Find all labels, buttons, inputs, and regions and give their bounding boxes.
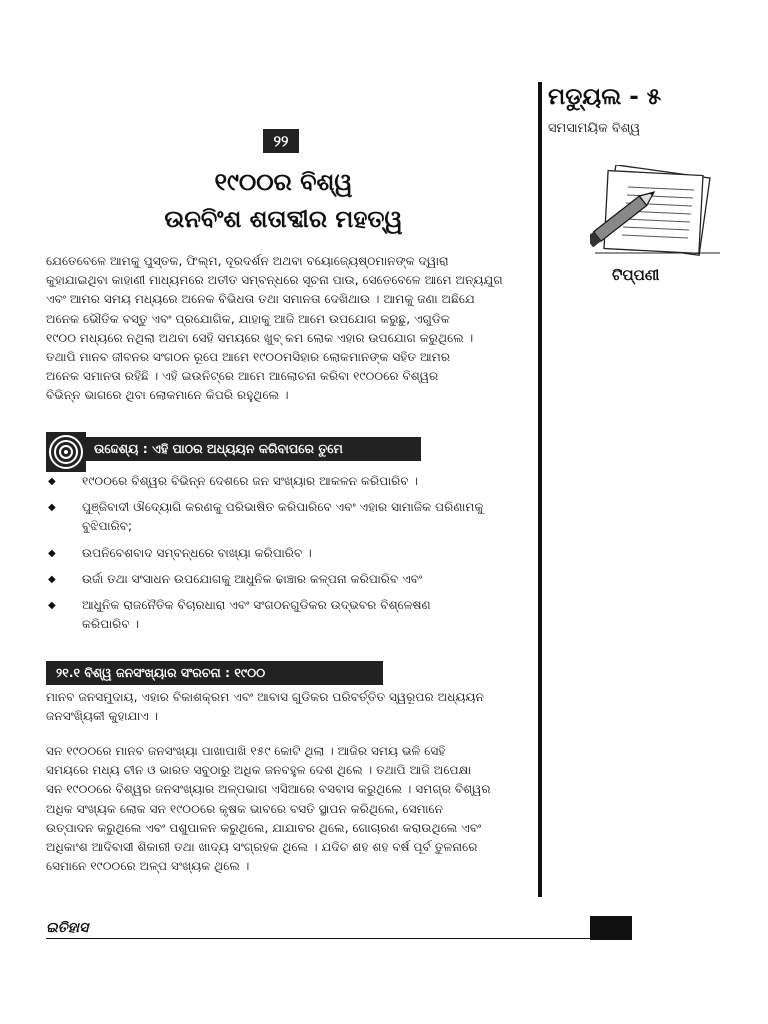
bullet-diamond-icon: ◆ — [48, 476, 56, 487]
text-line: ମାନବ ଜନସମୁଦାୟ, ଏହାର ବିକାଶକ୍ରମ ଏବଂ ଆବାସ ଗୁଡିକର ପରିବର୍ତ୍ତିତ ସ୍ୱରୂପର ଅଧ୍ୟୟନ — [46, 690, 484, 704]
page-number-box — [590, 916, 632, 940]
text-line: ପୁଞ୍ଜିବାଦୀ ଔଦ୍ୟୋଗି କରଣକୁ ପରିଭାଷିତ କରିପାରିବେ ଏବଂ ଏହାର ସାମାଜିକ ପରିଣାମକୁ — [82, 500, 484, 515]
section-paragraph-1 — [46, 688, 524, 726]
list-item — [46, 596, 524, 634]
bullet-diamond-icon: ◆ — [48, 547, 56, 559]
section-heading: ୨୧.୧ ବିଶ୍ୱ ଜନସଂଖ୍ୟାର ସଂରଚନା : ୧୯୦୦ — [46, 661, 383, 685]
text-line: ଉର୍ଜା ତଥା ସଂସାଧନ ଉପଯୋଗକୁ ଆଧୁନିକ ଢାଞ୍ଚାର କଳ୍ପନା କରିପାରିବ ଏବଂ — [82, 571, 423, 586]
text-line: ଅନେକ ସମାନତା ରହିଛି । ଏହି ଇଉନିଟ୍‌ରେ ଆମେ ଆଲୋଚନା କରିବା ୧୯୦୦ରେ ବିଶ୍ୱର — [46, 369, 439, 384]
text-line: ତଥାପି ମାନବ ଜୀବନର ସଂଗଠନ ରୂପେ ଆମେ ୧୯୦୦ମସିହାର ଲୋକମାନଙ୍କ ସହିତ ଆମର — [46, 350, 451, 365]
chapter-subtitle: ଉନବିଂଶ ଶତାବ୍ଦୀର ମହତ୍ୱ — [164, 205, 403, 233]
text-line: ବିଭିନ୍ନ ଭାଗରେ ଥିବା ଲୋକମାନେ କିପରି ରହୁଥିଲେ । — [46, 388, 289, 403]
list-item — [46, 472, 524, 491]
chapter-number: ୨୨ — [263, 129, 299, 153]
text-line: ସେମାନେ ୧୯୦୦ରେ ଅଳ୍ପ ସଂଖ୍ୟକ ଥିଲେ । — [46, 859, 250, 874]
bullet-diamond-icon: ◆ — [48, 573, 56, 585]
module-title: ମଡ୍ୟୁଲ - ୫ — [548, 84, 662, 110]
text-line: ଆଧୁନିକ ରାଜନୈତିକ ବିଚାରଧାରା ଏବଂ ସଂଗଠନଗୁଡିକର ଉଦ୍ଭବର ବିଶ୍ଳେଷଣ — [82, 598, 431, 613]
module-subtitle: ସମସାମୟିକ ବିଶ୍ୱ — [548, 121, 641, 136]
text-line: ୧୯୦୦ରେ ବିଶ୍ୱର ବିଭିନ୍ନ ଦେଶରେ ଜନ ସଂଖ୍ୟାର ଆକଳନ କରିପାରିବ । — [82, 474, 419, 488]
text-line: ସନ ୧୯୦୦ରେ ବିଶ୍ୱର ଜନସଂଖ୍ୟାର ଅଳ୍ପଭାଗ ଏସିଆରେ ବସବାସ କରୁଥିଲେ । ସମଗ୍ର ବିଶ୍ୱର — [46, 782, 491, 797]
bullet-diamond-icon: ◆ — [48, 600, 56, 612]
text-line: ବୁଝିପାରିବ; — [82, 519, 133, 534]
text-line: କୁହାଯାଇଥିବା କାହାଣୀ ମାଧ୍ୟମରେ ଅତୀତ ସମ୍ବନ୍ଧରେ ସୂଚନା ପାଉ, ସେତେବେଳେ ଆମେ ଅନ୍ୟଯୁଗ — [46, 273, 503, 288]
objectives-list — [46, 472, 524, 641]
text-line: ଉତ୍ପାଦନ କରୁଥିଲେ ଏବଂ ପଶୁପାଳନ କରୁଥିଲେ, ଯାଯାବର ଥିଲେ, ଗୋଚାରଣ କରାଉଥିଲେ ଏବଂ — [46, 820, 482, 835]
text-line: ଅନେକ ଭୌତିକ ବସ୍ତୁ ଏବଂ ପ୍ରଯୋଗିକ, ଯାହାକୁ ଆଜି ଆମେ ଉପଯୋଗ କରୁଛୁ, ଏଗୁଡିକ — [46, 311, 450, 326]
list-item — [46, 544, 524, 563]
list-item — [46, 498, 524, 536]
bullet-diamond-icon: ◆ — [48, 502, 56, 514]
section-paragraph-2 — [46, 742, 524, 876]
text-line: ସମୟରେ ମଧ୍ୟ ଚୀନ ଓ ଭାରତ ସବୁଠାରୁ ଅଧିକ ଜନବହୁଳ ଦେଶ ଥିଲେ । ତଥାପି ଆଜି ଅପେକ୍ଷା — [46, 763, 472, 778]
footer-subject: ଇତିହାସ — [46, 920, 89, 936]
text-line: ଜନସଂଖ୍ୟିକୀ କୁହାଯାଏ । — [46, 709, 159, 724]
text-line: କରିପାରିବ । — [82, 617, 140, 632]
notes-pencil-icon — [590, 165, 725, 260]
margin-divider — [538, 82, 542, 897]
text-line: ୧୯୦୦ ମଧ୍ୟରେ ନଥିଲା ଅଥବା ସେହି ସମୟରେ ଖୁବ୍ କମ ଲୋକ ଏହାର ଉପଯୋଗ କରୁଥିଲେ । — [46, 330, 474, 345]
footer-rule — [46, 938, 591, 939]
text-line: ଏବଂ ଆମର ସମୟ ମଧ୍ୟରେ ଅନେକ ବିଭିଧତା ତଥା ସମାନତା ଦେଖିଥାଉ । ଆମକୁ ଜଣା ଅଛିଯେ — [46, 292, 475, 307]
text-line: ଅଧିକାଂଶ ଆଦିବାସୀ ଶିକାରୀ ତଥା ଖାଦ୍ୟ ସଂଗ୍ରହକ ଥିଲେ । ଯଦିଚ ଶହ ଶହ ବର୍ଷ ପୂର୍ବ ତୁଳନାରେ — [46, 840, 478, 855]
objectives-heading: ଉଦ୍ଦେଶ୍ୟ : ଏହି ପାଠର ଅଧ୍ୟୟନ କରିବାପରେ ତୁମେ — [86, 437, 421, 461]
text-line: ଉପନିବେଶବାଦ ସମ୍ବନ୍ଧରେ ବାଖ୍ୟା କରିପାରିବ । — [82, 545, 312, 560]
chapter-title: ୧୯୦୦ର ବିଶ୍ୱ — [214, 168, 353, 196]
text-line: ଅଧିକ ସଂଖ୍ୟକ ଲୋକ ସନ ୧୯୦୦ରେ କୃଷକ ଭାବରେ ବସତି ସ୍ଥାପନ କରିଥିଲେ, ସେମାନେ — [46, 801, 443, 816]
target-icon — [46, 432, 86, 472]
text-line: ସନ ୧୯୦୦ରେ ମାନବ ଜନସଂଖ୍ୟା ପାଖାପାଖି ୧୫୯ କୋଟି ଥିଲା । ଆଜିର ସମୟ ଭଳି ସେହି — [46, 744, 446, 758]
intro-paragraph — [46, 252, 524, 406]
notes-label: ଟିପ୍ପଣୀ — [612, 266, 660, 284]
list-item — [46, 570, 524, 589]
text-line: ଯେତେବେଳେ ଆମକୁ ପୁସ୍ତକ, ଫିଲ୍ମ, ଦୂରଦର୍ଶନ ଅଥବା ବୟୋଜ୍ୟେଷ୍ଠମାନଙ୍କ ଦ୍ୱାରା — [46, 254, 449, 268]
